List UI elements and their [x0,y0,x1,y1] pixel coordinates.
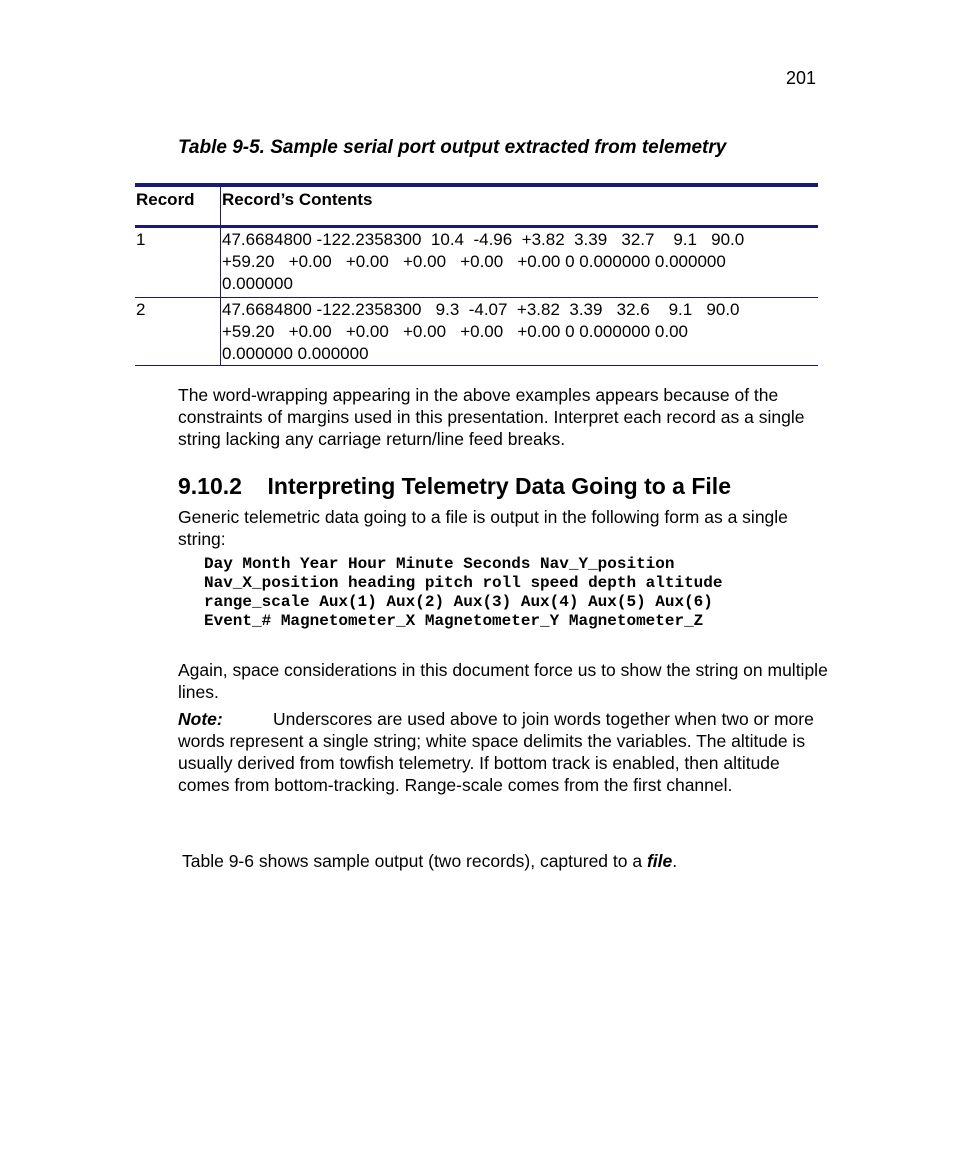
code-line: range_scale Aux(1) Aux(2) Aux(3) Aux(4) Aux(5) Aux(6) [204,593,713,611]
table-row [135,298,818,366]
record-contents-line: 47.6684800 -122.2358300 10.4 -4.96 +3.82 3.39 32.7 9.1 90.0 [222,230,745,249]
table-header-row [135,185,818,227]
record-number: 2 [135,298,221,366]
record-contents-line: 47.6684800 -122.2358300 9.3 -4.07 +3.82 3.39 32.6 9.1 90.0 [222,300,740,319]
record-contents-line: +59.20 +0.00 +0.00 +0.00 +0.00 +0.00 0 0.000000 0.00 [222,322,689,341]
table-reference-paragraph [182,850,832,872]
section-heading: 9.10.2 Interpreting Telemetry Data Going to a File [178,473,731,499]
header-record: Record [135,185,221,227]
code-line: Day Month Year Hour Minute Seconds Nav_Y_position [204,555,675,573]
telemetry-format-code-block [204,555,722,631]
table-row [135,227,818,298]
record-number: 1 [135,227,221,298]
note-label: Note: [178,709,223,729]
table-reference-period: . [672,851,678,871]
generic-data-intro-paragraph: Generic telemetric data going to a file is output in the following form as a single string: [178,507,788,549]
code-line: Event_# Magnetometer_X Magnetometer_Y Magnetometer_Z [204,612,704,630]
table-caption: Table 9-5. Sample serial port output extracted from telemetry [178,137,727,158]
table-reference-text: Table 9-6 shows sample output (two records), captured to a [182,851,647,871]
record-contents-line: 0.000000 [222,274,293,293]
space-considerations-paragraph: Again, space considerations in this document force us to show the string on multiple lines. [178,660,828,702]
file-emphasis: file [646,851,673,871]
record-contents [221,298,819,366]
page-number: 201 [786,68,817,88]
record-contents [221,227,819,298]
record-contents-line: 0.000000 0.000000 [222,344,369,363]
record-contents-line: +59.20 +0.00 +0.00 +0.00 +0.00 +0.00 0 0.000000 0.000000 [222,252,726,271]
note-paragraph [178,708,828,796]
telemetry-sample-table [135,183,818,366]
code-line: Nav_X_position heading pitch roll speed depth altitude [204,574,723,592]
word-wrapping-paragraph: The word-wrapping appearing in the above examples appears because of the constraints of margins used in this presentation. Interpret each record as a single string lacking any carriage return/line feed breaks. [178,385,805,449]
header-record-contents: Record’s Contents [221,185,819,227]
note-text: Underscores are used above to join words together when two or more words represent a single string; white space delimits the variables. The altitude is usually derived from towfish telemetry. If bottom track is enabled, then altitude comes from bottom-tracking. Range-scale comes from the first channel. [178,709,814,795]
